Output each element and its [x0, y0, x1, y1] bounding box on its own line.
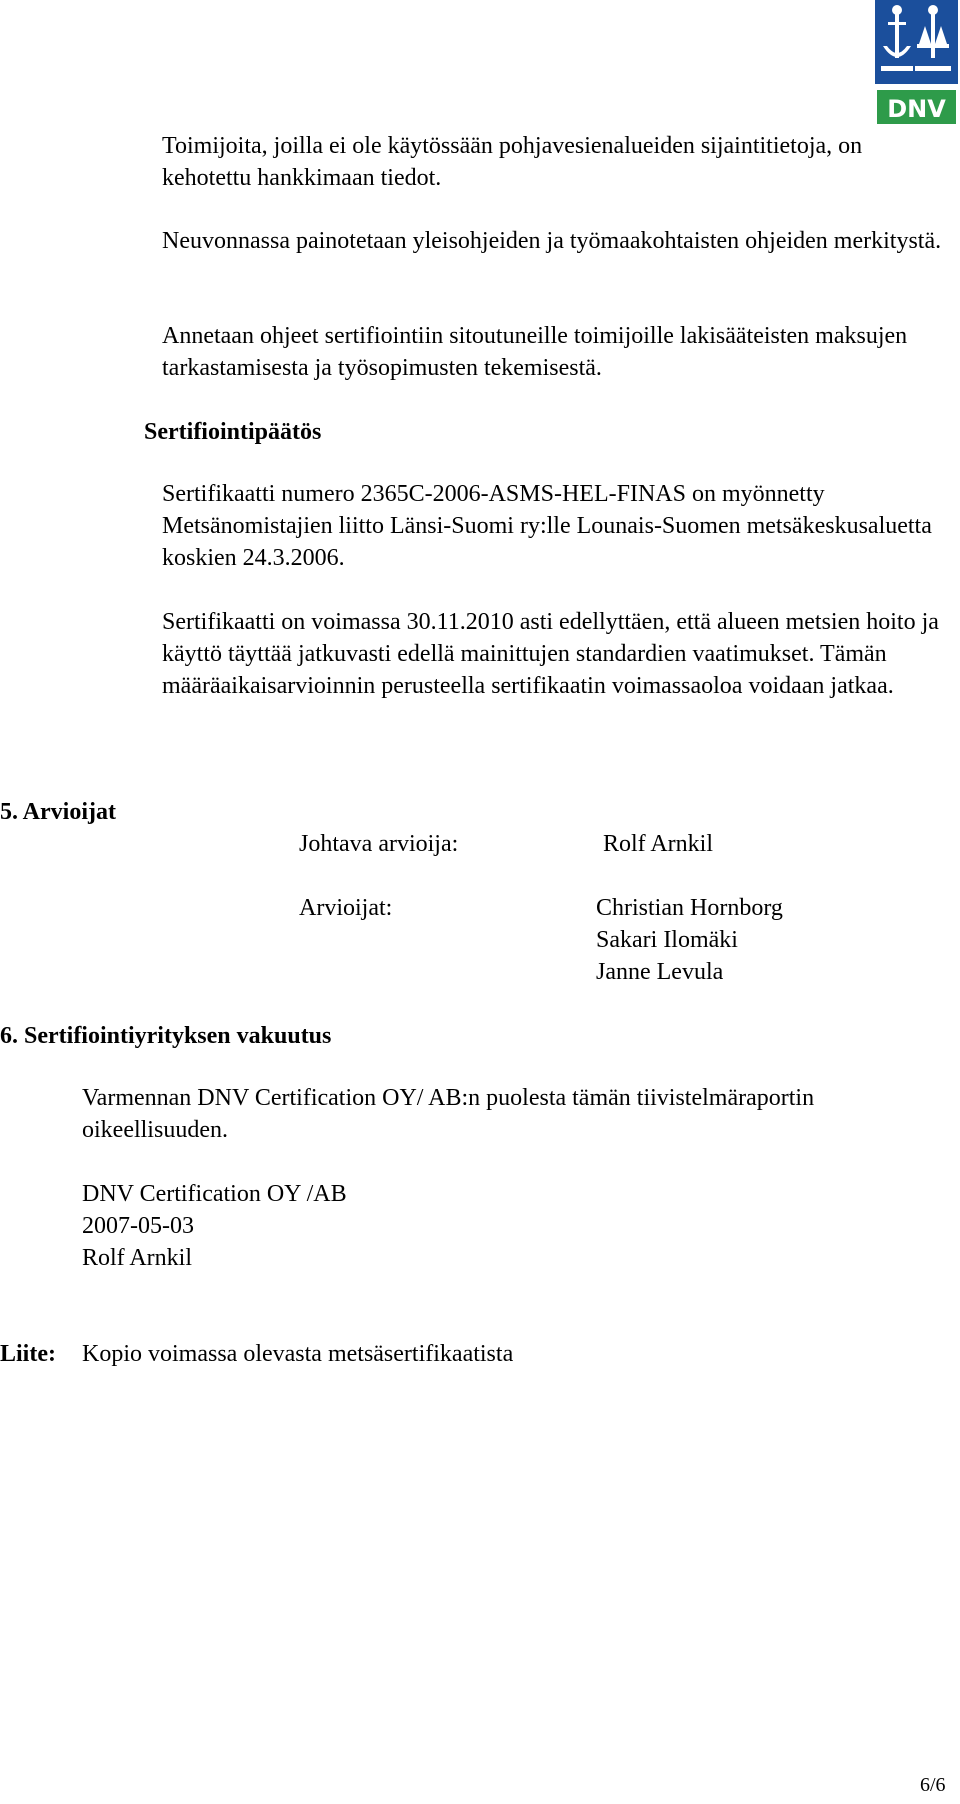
assessors-list	[596, 892, 783, 988]
section-heading-assessors: 5. Arvioijat	[0, 799, 116, 825]
paragraph-declaration: Varmennan DNV Certification OY/ AB:n puolesta tämän tiivistelmäraportin oikeellisuuden.	[82, 1085, 815, 1143]
paragraph-groundwater: Toimijoita, joilla ei ole käytössään pohjavesienalueiden sijaintitietoja, on kehotettu hankkimaan tiedot.	[162, 133, 863, 191]
signoff-date: 2007-05-03	[82, 1213, 194, 1239]
signoff-company: DNV Certification OY /AB	[82, 1181, 347, 1207]
attachment-label: Liite:	[0, 1341, 56, 1367]
paragraph-certificate-validity: Sertifikaatti on voimassa 30.11.2010 asti edellyttäen, että alueen metsien hoito ja käyttö täyttää jatkuvasti edellä mainittujen standardien vaatimukset. Tämän määräaikaisarvioinnin perusteella sertifikaatin voimassaoloa voidaan jatkaa.	[162, 609, 939, 699]
logo-text: DNV	[887, 95, 946, 123]
dnv-logo	[875, 0, 958, 128]
assessor-name: Christian Hornborg	[596, 895, 783, 921]
attachment-text: Kopio voimassa olevasta metsäsertifikaatista	[82, 1341, 514, 1367]
lead-assessor-name: Rolf Arnkil	[603, 831, 714, 857]
assessors-label: Arvioijat:	[299, 895, 393, 921]
paragraph-guidance: Neuvonnassa painotetaan yleisohjeiden ja työmaakohtaisten ohjeiden merkitystä.	[162, 228, 942, 254]
page-number: 6/6	[920, 1774, 946, 1796]
dnv-logo-icon	[875, 0, 958, 128]
assessor-name: Janne Levula	[596, 959, 724, 985]
assessor-name: Sakari Ilomäki	[596, 927, 738, 953]
paragraph-instructions: Annetaan ohjeet sertifiointiin sitoutuneille toimijoille lakisääteisten maksujen tarkastamisesta ja työsopimusten tekemisestä.	[162, 323, 908, 381]
section-heading-declaration: 6. Sertifiointiyrityksen vakuutus	[0, 1023, 332, 1049]
section-heading-decision: Sertifiointipäätös	[144, 419, 322, 445]
lead-assessor-label: Johtava arvioija:	[299, 831, 459, 857]
paragraph-certificate-granted: Sertifikaatti numero 2365C-2006-ASMS-HEL-FINAS on myönnetty Metsänomistajien liitto Länsi-Suomi ry:lle Lounais-Suomen metsäkeskusaluetta koskien 24.3.2006.	[162, 481, 932, 571]
signoff-signer: Rolf Arnkil	[82, 1245, 193, 1271]
signoff-block	[82, 1178, 347, 1274]
